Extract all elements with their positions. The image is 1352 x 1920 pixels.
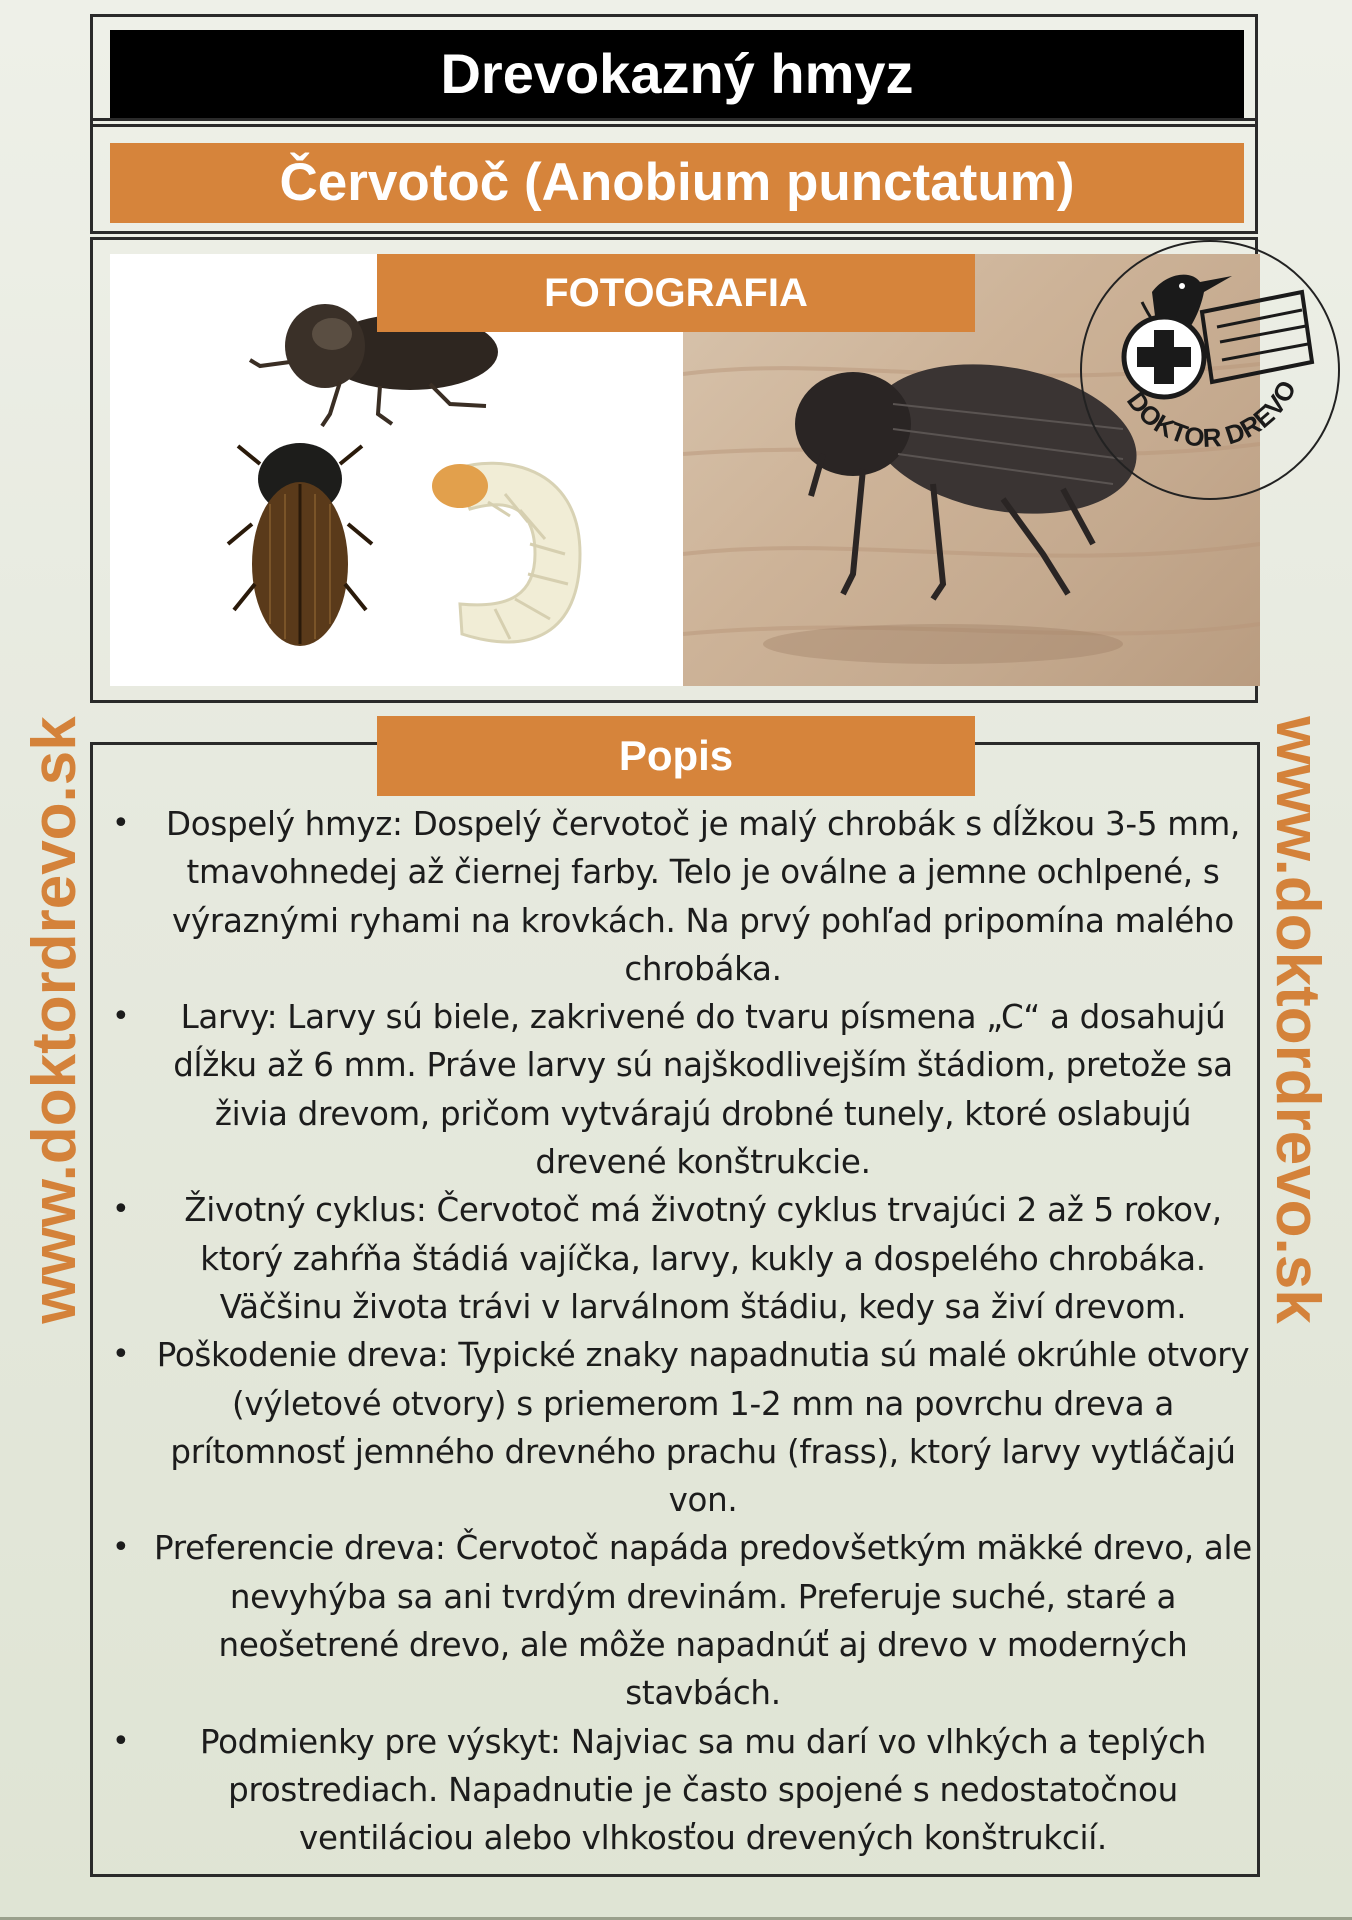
bullet-icon: • [112, 1530, 130, 1566]
list-item-text: Životný cyklus: Červotoč má životný cyklus trvajúci 2 až 5 rokov, ktorý zahŕňa štádiá vajíčka, larvy, kukly a dospelého chrobáka. Väčšinu života trávi v larválnom štádiu, kedy sa živí drevom. [184, 1191, 1222, 1326]
list-item [108, 993, 1258, 1186]
list-item-text: Podmienky pre výskyt: Najviac sa mu darí vo vlhkých a teplých prostrediach. Napadnutie je často spojené s nedostatočnou ventiláciou alebo vlhkosťou drevených konštrukcií. [199, 1722, 1207, 1858]
list-item [108, 1718, 1258, 1863]
beetle-top-view [228, 443, 372, 646]
logo-text: DOKTOR DREVO [1120, 375, 1303, 453]
list-item-text: Preferencie dreva: Červotoč napáda predovšetkým mäkké drevo, ale nevyhýba sa ani tvrdým drevinám. Preferuje suché, staré a neošetrené drevo, ale môže napadnúť aj drevo v moderných stavbách. [154, 1529, 1252, 1713]
list-item [108, 1524, 1258, 1717]
bullet-icon: • [112, 806, 130, 841]
watermark-right: www.doktordrevo.sk [1263, 716, 1332, 1324]
list-item-text: Larvy: Larvy sú biele, zakrivené do tvaru písmena „C“ a dosahujú dĺžku až 6 mm. Práve larvy sú najškodlivejším štádiom, pretože sa živia drevom, pričom vytvárajú drobné tunely, ktoré oslabujú drevené konštrukcie. [173, 998, 1233, 1182]
medical-cross-icon [1124, 317, 1204, 397]
bullet-icon: • [112, 1192, 130, 1228]
bullet-icon: • [112, 1337, 130, 1373]
photo-label: FOTOGRAFIA [377, 254, 975, 332]
species-title: Červotoč (Anobium punctatum) [110, 143, 1244, 223]
description-list [108, 800, 1258, 1863]
bullet-icon: • [112, 999, 130, 1035]
bullet-icon: • [112, 1723, 130, 1759]
description-label: Popis [377, 716, 975, 796]
larva-illustration [432, 463, 580, 642]
header-divider [90, 124, 1258, 127]
list-item-text: Poškodenie dreva: Typické znaky napadnutia sú malé okrúhle otvory (výletové otvory) s priemerom 1-2 mm na povrchu dreva a prítomnosť jemného drevného prachu (frass), ktorý larvy vytláčajú von. [156, 1336, 1250, 1520]
log-icon [1202, 292, 1312, 382]
list-item [108, 1186, 1258, 1331]
list-item [108, 1331, 1258, 1524]
watermark-left: www.doktordrevo.sk [20, 716, 89, 1324]
list-item-text: Dospelý hmyz: Dospelý červotoč je malý chrobák s dĺžkou 3-5 mm, tmavohnedej až čiernej farby. Telo je oválne a jemne ochlpené, s výraznými ryhami na krovkách. Na prvý pohľad pripomína malého chrobáka. [166, 805, 1240, 988]
header-divider [90, 118, 1258, 121]
list-item [108, 800, 1258, 993]
doktor-drevo-logo [1080, 240, 1340, 500]
page-title: Drevokazný hmyz [110, 30, 1244, 118]
logo-graphic [1082, 242, 1338, 498]
